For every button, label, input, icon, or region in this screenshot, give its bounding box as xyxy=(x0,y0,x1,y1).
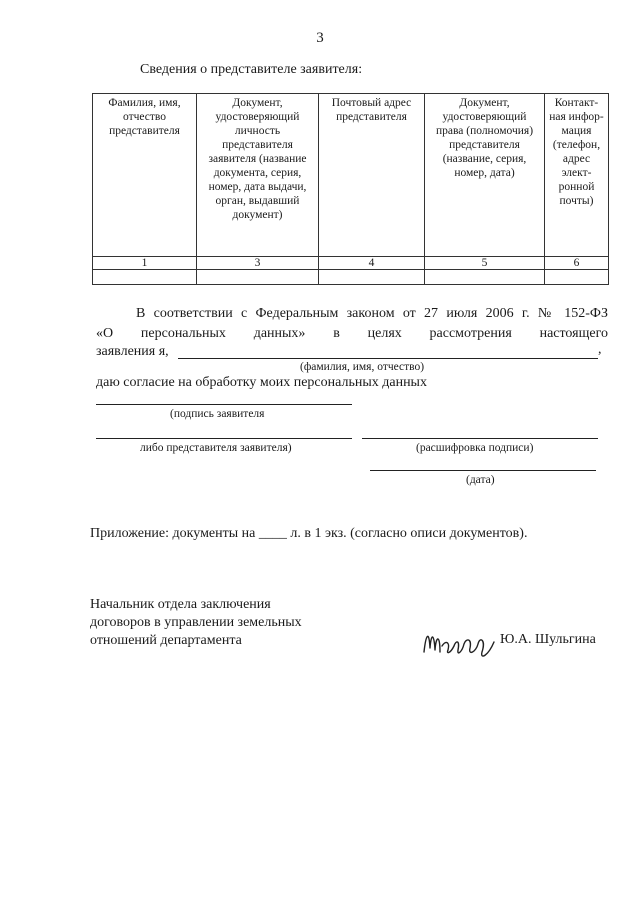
signatory-position-line-1: Начальник отдела заключения xyxy=(90,597,271,612)
signatory-position-line-2: договоров в управлении земельных xyxy=(90,615,302,630)
signatory-position-line-3: отношений департамента xyxy=(90,633,242,648)
signatory-name: Ю.А. Шульгина xyxy=(500,632,596,647)
representative-signature-line[interactable] xyxy=(96,438,352,439)
header-cell-authority-document: Документ, удостоверяющий права (полномочия) представителя (название, серия, номер, дата) xyxy=(425,94,545,257)
header-cell-fio: Фамилия, имя, отчество представителя xyxy=(93,94,197,257)
consent-line-3-prefix: заявления я, xyxy=(96,344,169,359)
date-input-line[interactable] xyxy=(370,470,596,471)
signatory-position xyxy=(90,596,302,650)
header-cell-contact-info: Контакт-ная инфор-мация (телефон, адрес элект-ронной почты) xyxy=(545,94,609,257)
empty-cell[interactable] xyxy=(319,270,425,285)
page-number: 3 xyxy=(316,30,324,46)
header-cell-identity-document: Документ, удостоверяющий личность представителя заявителя (название документа, серия, номер, дата выдачи, орган, выдавший документ) xyxy=(197,94,319,257)
number-cell: 4 xyxy=(319,257,425,270)
number-cell: 3 xyxy=(197,257,319,270)
attachment-text: Приложение: документы на ____ л. в 1 экз. (согласно описи документов). xyxy=(90,526,528,541)
table-empty-row xyxy=(93,270,609,285)
consent-agree-text: даю согласие на обработку моих персональных данных xyxy=(96,375,427,390)
empty-cell[interactable] xyxy=(197,270,319,285)
number-cell: 5 xyxy=(425,257,545,270)
handwritten-signature xyxy=(420,622,498,662)
consent-line-2: «О персональных данных» в целях рассмотрения настоящего xyxy=(96,326,608,341)
table-header-row xyxy=(93,94,609,257)
header-cell-postal-address: Почтовый адрес представителя xyxy=(319,94,425,257)
empty-cell[interactable] xyxy=(425,270,545,285)
fio-line-comma: , xyxy=(598,342,602,357)
caption-signature: (подпись заявителя xyxy=(170,408,265,420)
number-cell: 6 xyxy=(545,257,609,270)
caption-fio: (фамилия, имя, отчество) xyxy=(300,361,425,373)
number-cell: 1 xyxy=(93,257,197,270)
table-number-row xyxy=(93,257,609,270)
representative-table xyxy=(92,93,609,285)
caption-decoding: (расшифровка подписи) xyxy=(416,442,534,454)
empty-cell[interactable] xyxy=(545,270,609,285)
decoding-input-line[interactable] xyxy=(362,438,598,439)
caption-representative: либо представителя заявителя) xyxy=(140,442,292,454)
section-heading: Сведения о представителе заявителя: xyxy=(140,62,363,77)
consent-line-1: В соответствии с Федеральным законом от 27 июля 2006 г. № 152-ФЗ xyxy=(136,306,608,321)
caption-date: (дата) xyxy=(466,474,495,486)
fio-input-line[interactable] xyxy=(178,358,598,359)
signature-input-line[interactable] xyxy=(96,404,352,405)
empty-cell[interactable] xyxy=(93,270,197,285)
